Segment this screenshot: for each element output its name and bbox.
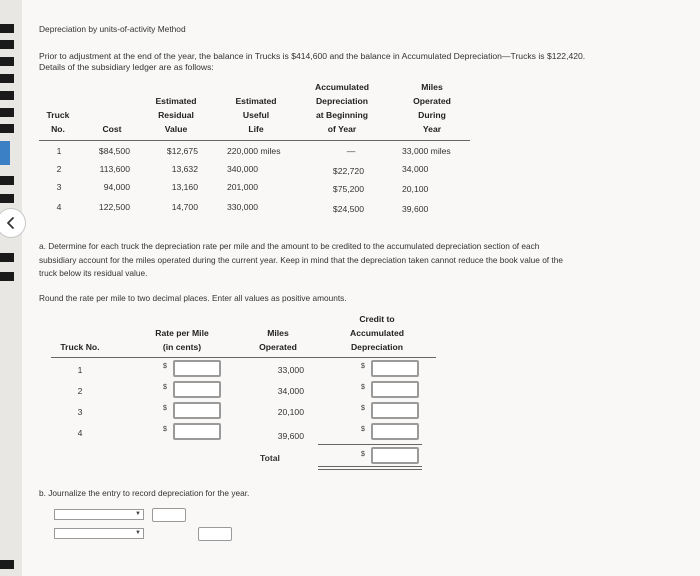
rate-per-mile-input[interactable]: [173, 381, 221, 398]
journal-debit-input[interactable]: [152, 508, 186, 522]
dropdown-arrow-icon: ▼: [135, 511, 141, 517]
tab-marker: [0, 272, 14, 281]
journal-account-select[interactable]: [54, 528, 144, 539]
rate-per-mile-input[interactable]: [173, 360, 221, 377]
total-label: Total: [260, 453, 280, 463]
total-double-rule: [318, 466, 422, 470]
tab-marker: [0, 253, 14, 262]
round-note: Round the rate per mile to two decimal places. Enter all values as positive amounts.: [39, 293, 347, 303]
tab-marker-active: [0, 141, 10, 165]
col-header-residual: Estimated Residual Value: [155, 96, 197, 134]
col-header-life: Estimated Useful Life: [235, 96, 277, 134]
tab-marker: [0, 40, 14, 49]
part-a-line-1: a. Determine for each truck the depreciation rate per mile and the amount to be credited to the accumulated depreciation section of each: [39, 241, 540, 251]
col-header-truck-no: Truck No.: [60, 342, 100, 352]
intro-line-2: Details of the subsidiary ledger are as follows:: [39, 62, 214, 72]
total-rule: [318, 444, 422, 445]
intro-line-1: Prior to adjustment at the end of the year, the balance in Trucks is $414,600 and the balance in Accumulated Depreciation—Trucks is $122,420.: [39, 51, 586, 61]
ledger-header-rule: [39, 140, 470, 141]
col-header-miles: Miles Operated During Year: [413, 82, 451, 134]
credit-amount-input[interactable]: [371, 423, 419, 440]
rate-per-mile-input[interactable]: [173, 423, 221, 440]
tab-marker: [0, 560, 14, 569]
col-header-truck-no: Truck No.: [46, 110, 70, 134]
answer-header-rule: [51, 357, 436, 358]
tab-marker: [0, 74, 14, 83]
total-credit-input[interactable]: [371, 447, 419, 464]
journal-credit-input[interactable]: [198, 527, 232, 541]
rate-per-mile-input[interactable]: [173, 402, 221, 419]
col-header-credit: Credit to Accumulated Depreciation: [350, 314, 404, 352]
credit-amount-input[interactable]: [371, 381, 419, 398]
problem-page: Depreciation by units-of-activity Method Prior to adjustment at the end of the year, the balance in Trucks is $414,600 and the balance in Accumulated Depreciation—Trucks is $122,420. Details of the subsidiary ledger are as follows: Truck No. Cost Estimated Residual Value Estimated Useful Life Accumulated Depreciation at Beginning of Year Miles Operated During Year 1 $84,500 $12,675 220,000 miles — 33,000 miles 2 113,600 13,632 340,000 $22,720 34,000 3 94,000 13,160 201,000 $75,200 20,100 4 122,500 14,700 330,000 $24,500 39,600 a. Determine for each truck the depreciation rate per mile and the amount to be credited to the accumulated depreciation section of each subsidiary account for the miles operated during the current year. Keep in mind that the depreciation taken cannot reduce the book value of the truck below its residual value. Round the rate per mile to two decimal places. Enter all values as positive amounts. Truck No. Rate per Mile (in cents) Miles Operated Credit to Accumulated Depreciation 1 $ 33,000 $ 2 $ 34,000 $ 3 $ 20,100 $ 4 $ 39,600 $ Total $ b. Journalize the entry to record depreciation for the year. ▼ ▼: [22, 0, 700, 576]
tab-marker: [0, 124, 14, 133]
tab-marker: [0, 91, 14, 100]
col-header-cost: Cost: [102, 124, 122, 134]
tab-marker: [0, 194, 14, 203]
tab-marker: [0, 57, 14, 66]
credit-amount-input[interactable]: [371, 402, 419, 419]
page-title: Depreciation by units-of-activity Method: [39, 24, 186, 34]
credit-amount-input[interactable]: [371, 360, 419, 377]
dropdown-arrow-icon: ▼: [135, 530, 141, 536]
part-a-line-2: subsidiary account for the miles operated during the current year. Keep in mind that the depreciation taken cannot reduce the book value of the: [39, 255, 563, 265]
col-header-miles-operated: Miles Operated: [259, 328, 297, 352]
chevron-left-icon: [4, 216, 18, 230]
tab-marker: [0, 108, 14, 117]
tab-marker: [0, 176, 14, 185]
journal-account-select[interactable]: [54, 509, 144, 520]
col-header-rate: Rate per Mile (in cents): [155, 328, 209, 352]
part-a-line-3: truck below its residual value.: [39, 268, 148, 278]
col-header-accum: Accumulated Depreciation at Beginning of Year: [315, 82, 369, 134]
tab-marker: [0, 24, 14, 33]
part-b-prompt: b. Journalize the entry to record depreciation for the year.: [39, 488, 250, 498]
